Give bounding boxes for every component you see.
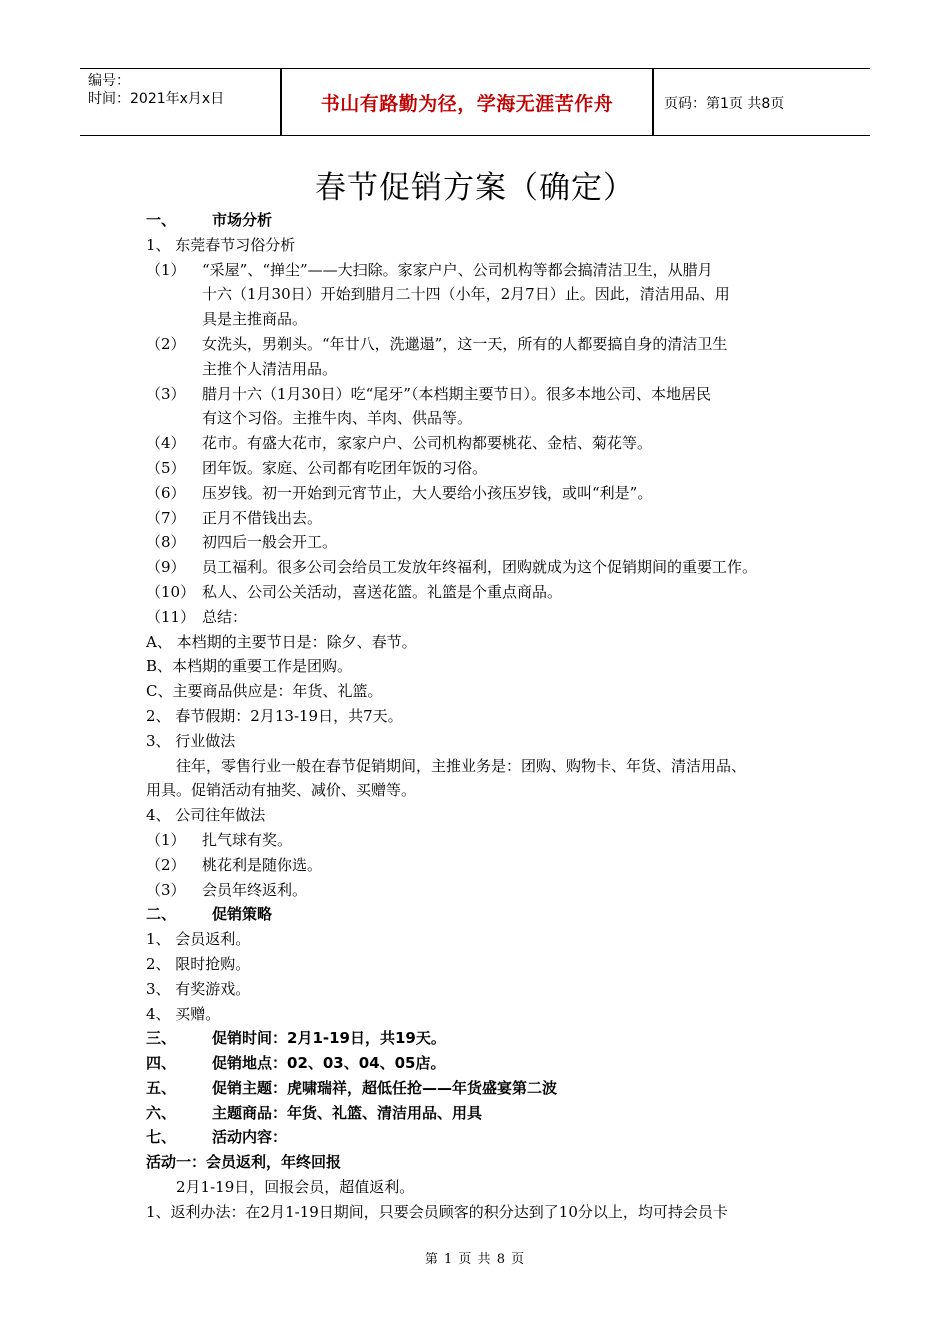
text-line: 用具。促销活动有抽奖、减价、买赠等。: [146, 781, 417, 800]
section-number: 一、: [146, 211, 177, 229]
motto-text: 书山有路勤为径，学海无涯苦作舟: [320, 92, 614, 115]
text-line: 往年，零售行业一般在春节促销期间，主推业务是：团购、购物卡、年货、清洁用品、: [176, 756, 747, 775]
text-line: [146, 530, 826, 555]
item-text: 扎气球有奖。: [202, 830, 293, 849]
item-text: “采屋”、“掸尘”——大扫除。家家户户、公司机构等都会搞清洁卫生，从腊月: [202, 260, 713, 279]
item-text: 团年饭。家庭、公司都有吃团年饭的习俗。: [202, 458, 488, 477]
header-bottom-rule: [80, 135, 870, 136]
item-text: 腊月十六（1月30日）吃“尾牙”（本档期主要节日）。很多本地公司、本地居民: [202, 384, 711, 403]
section-title: 促销主题：虎啸瑞祥，超低任抢——年货盛宴第二波: [212, 1078, 558, 1097]
section-heading: [146, 1076, 826, 1101]
item-number: （3）: [146, 384, 186, 403]
section-title: 主题商品：年货、礼篮、清洁用品、用具: [212, 1103, 483, 1122]
item-text: 桃花利是随你选。: [202, 855, 323, 874]
section-heading: [146, 902, 826, 927]
time-label: 时间：2021年x月x日: [88, 91, 225, 107]
item-number: （10）: [146, 582, 196, 601]
text-line: 1、 东莞春节习俗分析: [146, 235, 296, 254]
item-text: 初四后一般会开工。: [202, 533, 338, 552]
text-line: 1、 会员返利。: [146, 930, 251, 949]
document-body: [146, 208, 826, 1225]
section-heading: [146, 1125, 826, 1150]
item-text: 女洗头，男剃头。“年廿八，洗邋遢”，这一天，所有的人都要搞自身的清洁卫生: [202, 334, 728, 353]
item-text: 压岁钱。初一开始到元宵节止，大人要给小孩压岁钱，或叫“利是”。: [202, 483, 653, 502]
item-number: （11）: [146, 607, 196, 626]
section-title: 促销策略: [212, 905, 273, 924]
section-number: 四、: [146, 1054, 177, 1073]
section-number: 七、: [146, 1128, 177, 1147]
text-line: [146, 382, 826, 407]
activity-heading: 活动一：会员返利，年终回报: [146, 1153, 342, 1172]
page-info: 页码：第1页 共8页: [664, 96, 785, 112]
text-line: C、主要商品供应是：年货、礼篮。: [146, 682, 383, 701]
item-text: 总结：: [202, 607, 248, 626]
section-heading: [146, 1026, 826, 1051]
header-left-cell: [88, 72, 224, 108]
text-line: [146, 555, 826, 580]
item-text: 会员年终返利。: [202, 880, 308, 899]
text-line: [146, 580, 826, 605]
header-motto-cell: [280, 69, 654, 135]
item-text: 私人、公司公关活动，喜送花篮。礼篮是个重点商品。: [202, 582, 563, 601]
text-line: 十六（1月30日）开始到腊月二十四（小年，2月7日）止。因此，清洁用品、用: [202, 285, 730, 304]
text-line: 有这个习俗。主推牛肉、羊肉、供品等。: [202, 409, 473, 428]
section-number: 二、: [146, 905, 177, 924]
section-title: 活动内容：: [212, 1128, 288, 1147]
section-title: 市场分析: [212, 211, 273, 229]
item-number: （4）: [146, 434, 186, 453]
text-line: [146, 258, 826, 283]
item-number: （7）: [146, 508, 186, 527]
section-number: 三、: [146, 1029, 177, 1048]
item-number: （6）: [146, 483, 186, 502]
document-title: 春节促销方案（确定）: [315, 170, 635, 206]
section-title: 促销地点：02、03、04、05店。: [212, 1054, 446, 1073]
text-line: 4、 公司往年做法: [146, 806, 266, 825]
text-line: [146, 481, 826, 506]
text-line: 2月1-19日，回报会员，超值返利。: [176, 1178, 415, 1197]
text-line: [146, 431, 826, 456]
item-text: 员工福利。很多公司会给员工发放年终福利，团购就成为这个促销期间的重要工作。: [202, 558, 758, 577]
page-footer: 第 1 页 共 8 页: [424, 1252, 526, 1267]
text-line: B、本档期的重要工作是团购。: [146, 657, 353, 676]
text-line: 主推个人清洁用品。: [202, 359, 338, 378]
section-number: 六、: [146, 1103, 177, 1122]
item-number: （2）: [146, 855, 186, 874]
text-line: 3、 有奖游戏。: [146, 979, 251, 998]
text-line: [146, 332, 826, 357]
text-line: 1、返利办法：在2月1-19日期间，只要会员顾客的积分达到了10分以上，均可持会员卡: [146, 1202, 728, 1221]
item-number: （3）: [146, 880, 186, 899]
text-line: 具是主推商品。: [202, 310, 308, 329]
section-heading: [146, 1101, 826, 1126]
section-heading: [146, 1051, 826, 1076]
item-text: 花市。有盛大花市，家家户户、公司机构都要桃花、金桔、菊花等。: [202, 434, 653, 453]
text-line: [146, 878, 826, 903]
serial-label: 编号：: [88, 73, 130, 89]
item-number: （5）: [146, 458, 186, 477]
text-line: [146, 605, 826, 630]
item-number: （8）: [146, 533, 186, 552]
text-line: [146, 506, 826, 531]
item-text: 正月不借钱出去。: [202, 508, 323, 527]
item-number: （1）: [146, 260, 186, 279]
text-line: 2、 限时抢购。: [146, 954, 251, 973]
item-number: （2）: [146, 334, 186, 353]
text-line: 4、 买赠。: [146, 1004, 221, 1023]
text-line: [146, 456, 826, 481]
section-title: 促销时间：2月1-19日，共19天。: [212, 1029, 446, 1048]
section-number: 五、: [146, 1078, 177, 1097]
text-line: A、 本档期的主要节日是：除夕、春节。: [146, 632, 417, 651]
text-line: [146, 853, 826, 878]
item-number: （1）: [146, 830, 186, 849]
section-heading: [146, 208, 826, 233]
text-line: 3、 行业做法: [146, 731, 236, 750]
text-line: 2、 春节假期：2月13-19日，共7天。: [146, 706, 403, 725]
text-line: [146, 828, 826, 853]
item-number: （9）: [146, 558, 186, 577]
